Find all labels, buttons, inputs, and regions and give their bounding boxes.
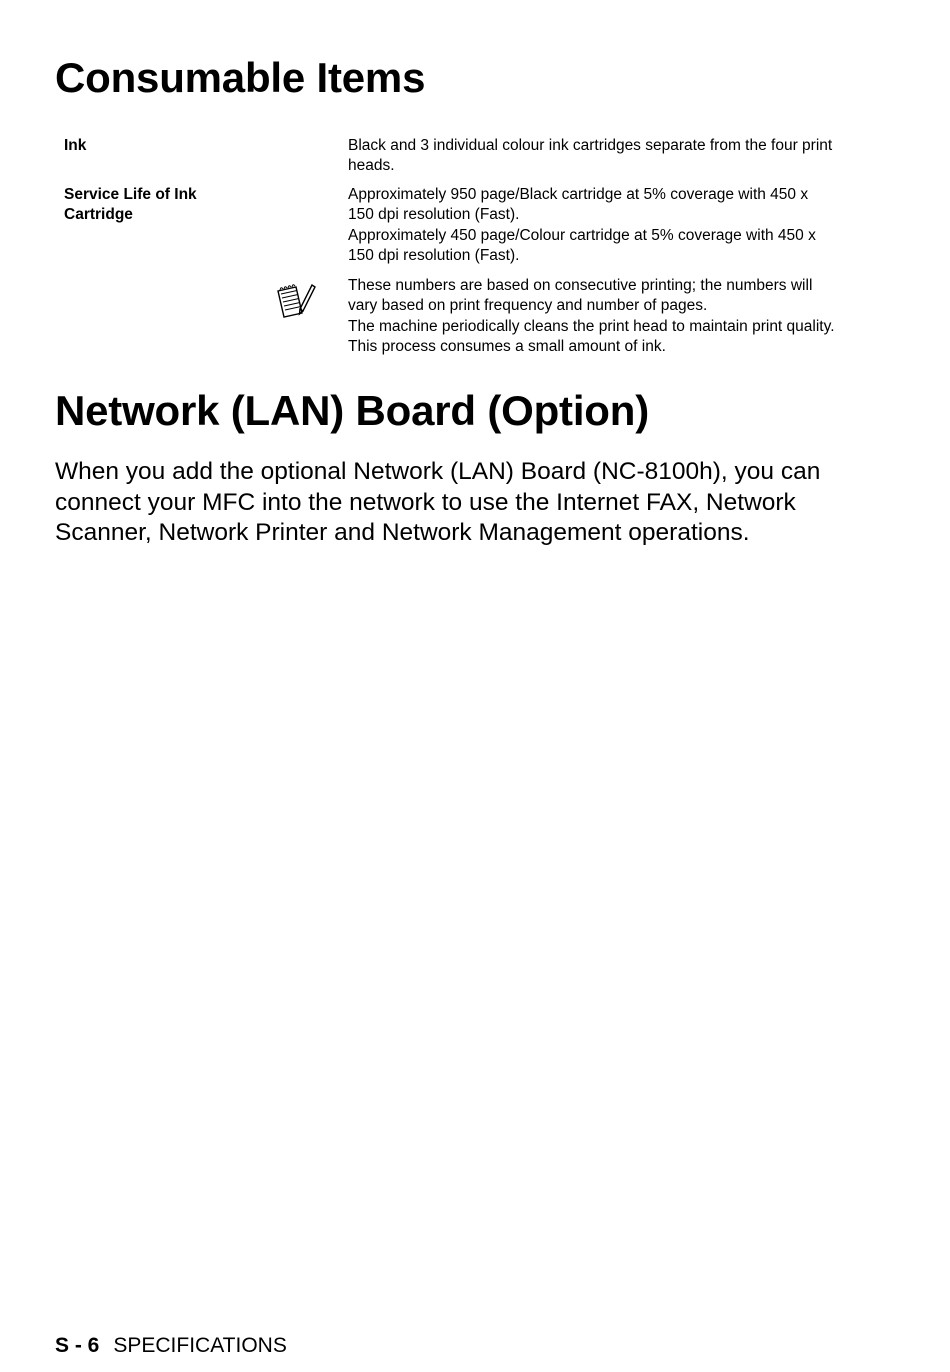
ink-label: Ink xyxy=(64,137,87,154)
service-life-colour: Approximately 450 page/Colour cartridge at 5% coverage with 450 x 150 dpi resolution (Fast). xyxy=(348,227,816,264)
service-life-black: Approximately 950 page/Black cartridge at 5% coverage with 450 x 150 dpi resolution (Fast). xyxy=(348,186,809,223)
service-life-label: Service Life of Ink Cartridge xyxy=(64,186,197,223)
section-title-network-lan-board: Network (LAN) Board (Option) xyxy=(55,387,650,434)
page-footer xyxy=(55,1333,287,1359)
note-line-1: These numbers are based on consecutive printing; the numbers will vary based on print frequency and number of pages. xyxy=(348,277,813,314)
ink-value xyxy=(348,136,838,177)
note-line-2: The machine periodically cleans the print head to maintain print quality. This process consumes a small amount of ink. xyxy=(348,318,835,355)
ink-description: Black and 3 individual colour ink cartridges separate from the four print heads. xyxy=(348,137,833,174)
service-life-value xyxy=(348,185,838,267)
footer-section-name: SPECIFICATIONS xyxy=(113,1334,287,1357)
note-text xyxy=(348,276,838,358)
section-title-consumable-items: Consumable Items xyxy=(55,54,426,101)
page-number: S - 6 xyxy=(55,1334,100,1357)
note-pad-pencil-icon xyxy=(274,281,316,321)
network-board-description: When you add the optional Network (LAN) Board (NC-8100h), you can connect your MFC into the network to use the Internet FAX, Network Scanner, Network Printer and Network Management operations. xyxy=(55,458,821,546)
